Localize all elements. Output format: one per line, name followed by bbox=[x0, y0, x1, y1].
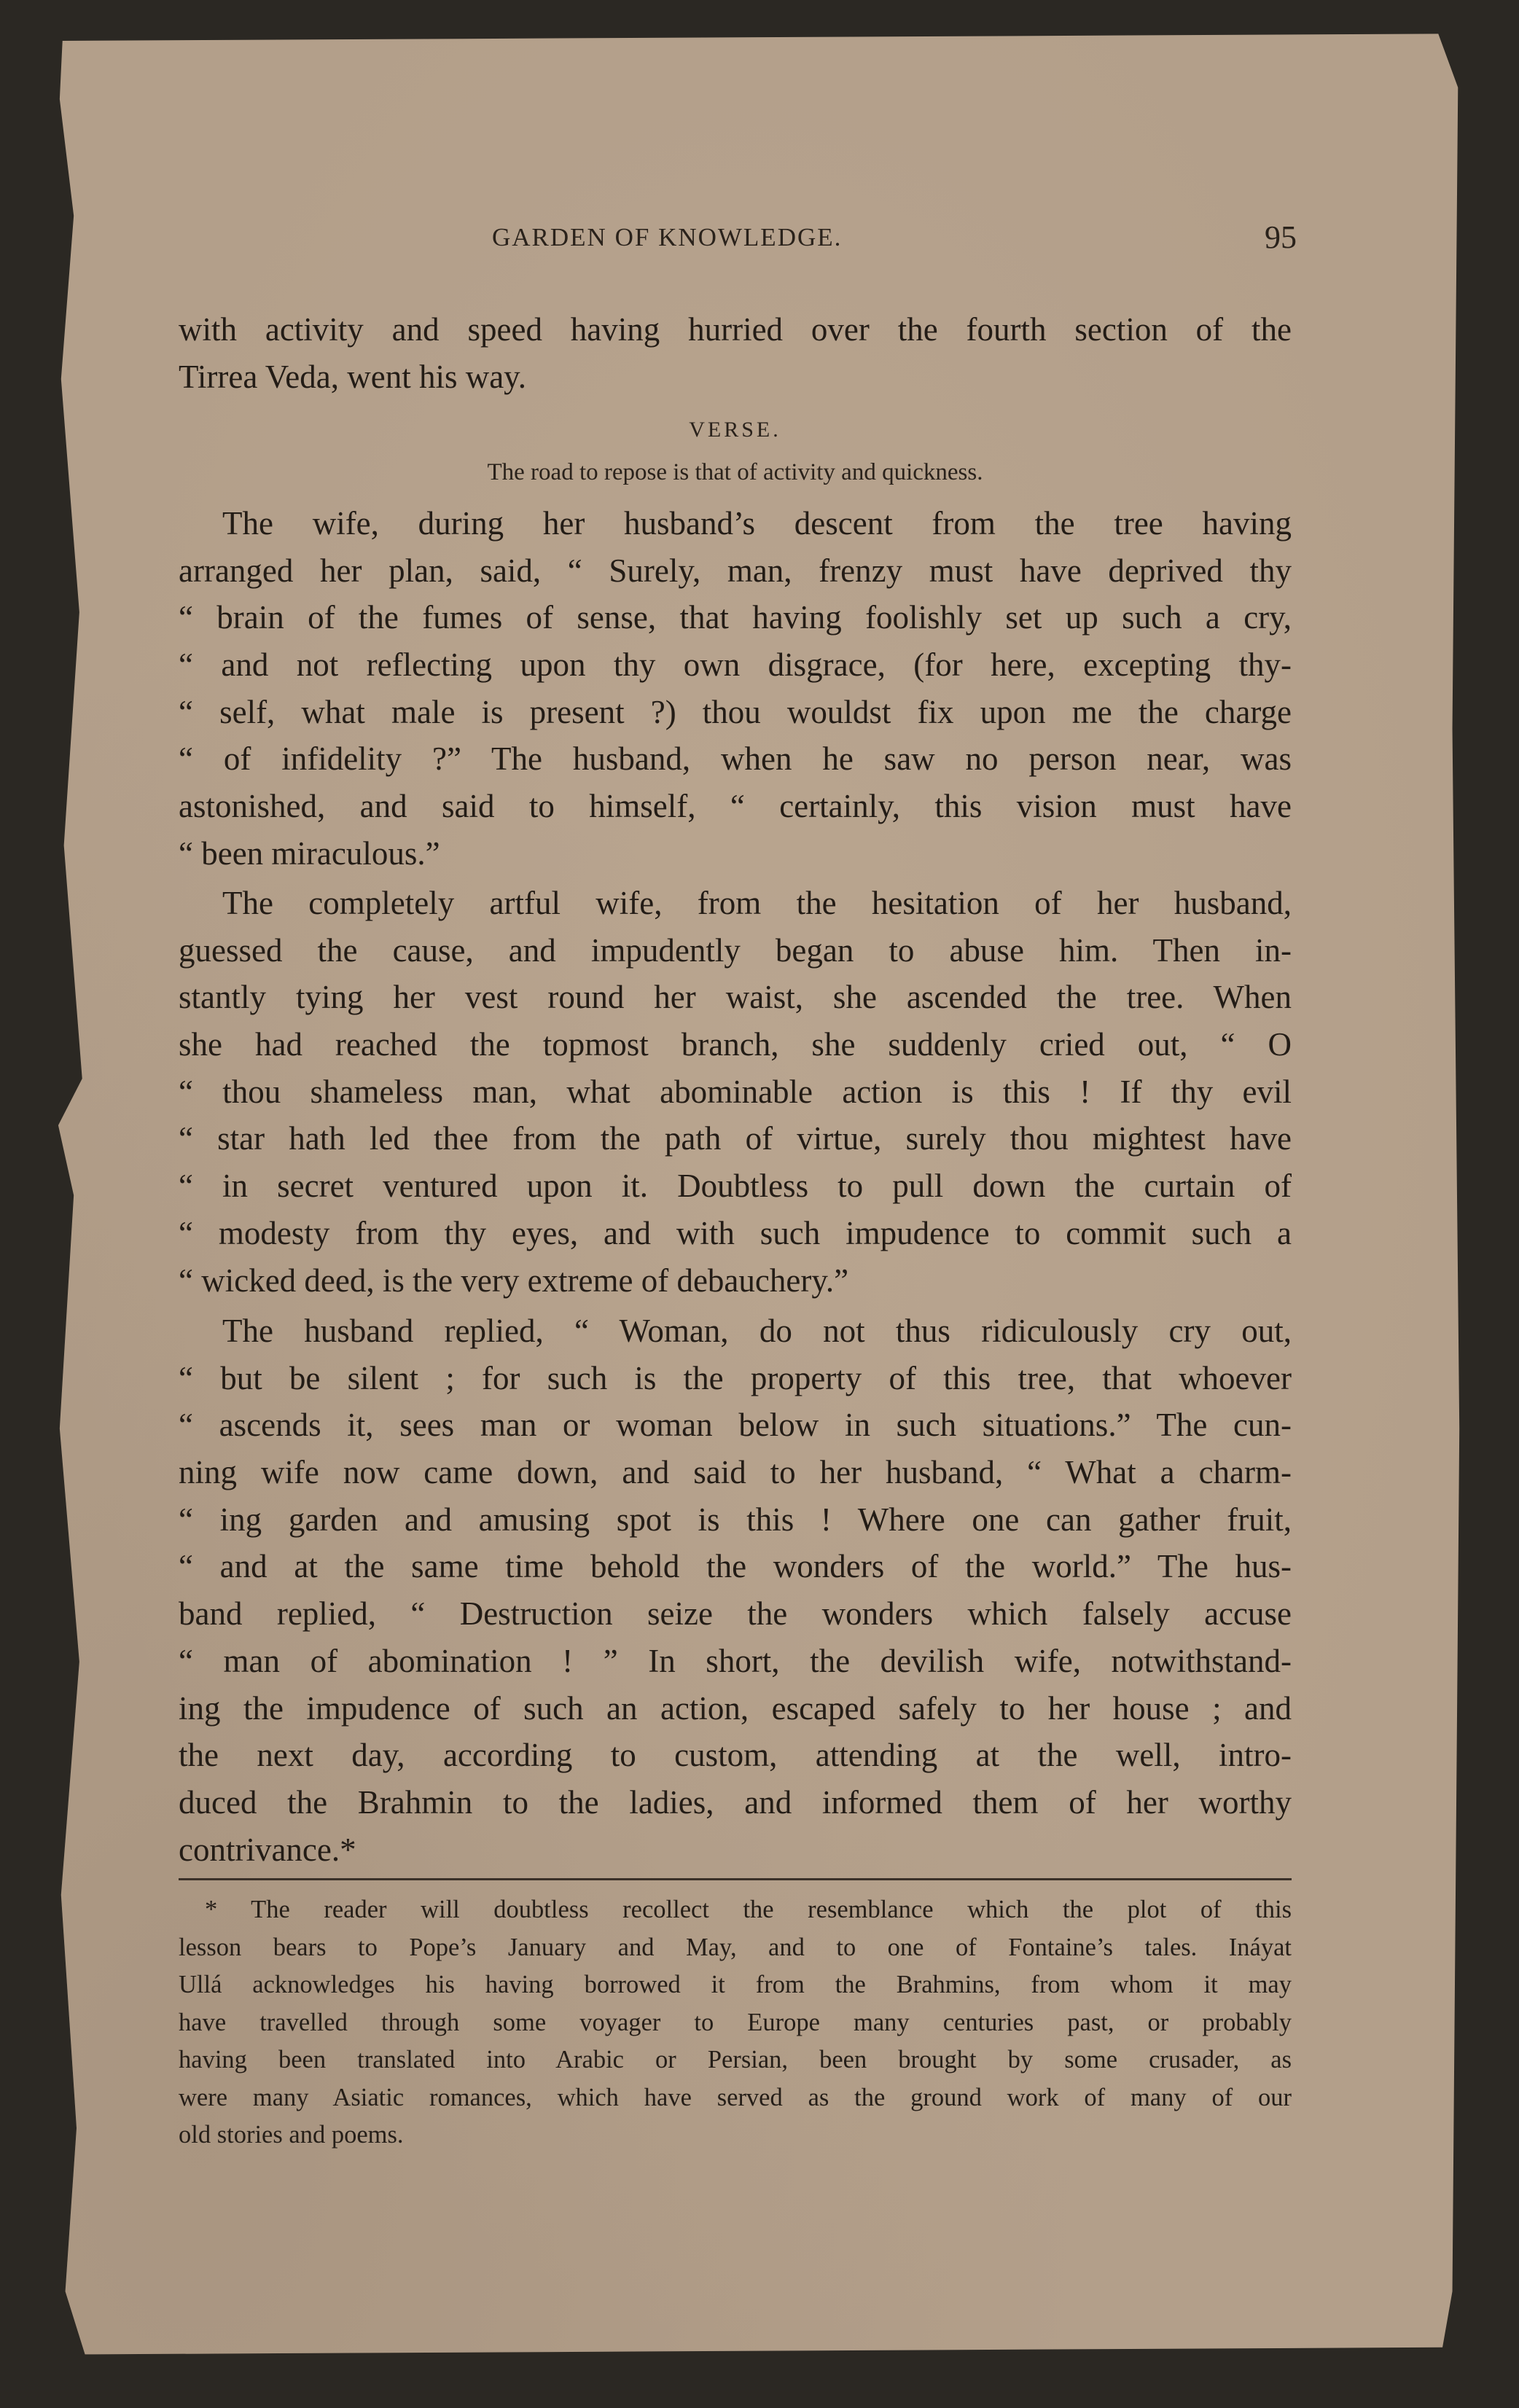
text-line: “ modesty from thy eyes, and with such impudence to commit such a bbox=[179, 1214, 1292, 1251]
verse-text: The road to repose is that of activity and quickness. bbox=[487, 459, 983, 485]
footnote-line: have travelled through some voyager to Europe many centuries past, or probably bbox=[179, 2008, 1292, 2036]
text-line: astonished, and said to himself, “ certainly, this vision must have bbox=[179, 788, 1292, 825]
verse-heading: VERSE. bbox=[689, 418, 781, 442]
text-line: ing the impudence of such an action, escaped safely to her house ; and bbox=[179, 1689, 1292, 1727]
text-line: Tirrea Veda, went his way. bbox=[179, 358, 527, 395]
text-line: arranged her plan, said, “ Surely, man, frenzy must have deprived thy bbox=[179, 552, 1292, 589]
text-line: “ self, what male is present ?) thou wouldst fix upon me the charge bbox=[179, 693, 1292, 730]
paragraph-husband-reply bbox=[179, 1307, 1292, 1873]
footnote-line: * The reader will doubtless recollect the resemblance which the plot of this bbox=[205, 1896, 1292, 1923]
page-header bbox=[179, 219, 1297, 262]
footnote-line: having been translated into Arabic or Persian, been brought by some crusader, as bbox=[179, 2046, 1292, 2073]
text-line: “ and at the same time behold the wonders of the world.” The hus- bbox=[179, 1548, 1292, 1585]
text-line: The completely artful wife, from the hesitation of her husband, bbox=[222, 885, 1292, 921]
text-line: “ wicked deed, is the very extreme of debauchery.” bbox=[179, 1262, 849, 1299]
text-line: “ brain of the fumes of sense, that having foolishly set up such a cry, bbox=[179, 599, 1292, 636]
text-line: band replied, “ Destruction seize the wonders which falsely accuse bbox=[179, 1595, 1292, 1633]
text-line: with activity and speed having hurried over the fourth section of the bbox=[179, 311, 1292, 348]
footnote-rule bbox=[179, 1878, 1292, 1880]
footnote bbox=[179, 1891, 1292, 2154]
text-line: “ ascends it, sees man or woman below in such situations.” The cun- bbox=[179, 1407, 1292, 1444]
text-line: she had reached the topmost branch, she suddenly cried out, “ O bbox=[179, 1026, 1292, 1063]
text-line: the next day, according to custom, attending at the well, intro- bbox=[179, 1737, 1292, 1774]
text-line: “ man of abomination ! ” In short, the devilish wife, notwithstand- bbox=[179, 1642, 1292, 1679]
text-line: ning wife now came down, and said to her husband, “ What a charm- bbox=[179, 1454, 1292, 1491]
body-text bbox=[179, 306, 1292, 400]
text-line: stantly tying her vest round her waist, she ascended the tree. When bbox=[179, 979, 1292, 1016]
text-line: “ been miraculous.” bbox=[179, 834, 440, 872]
text-line: “ thou shameless man, what abominable action is this ! If thy evil bbox=[179, 1073, 1292, 1110]
text-line: “ ing garden and amusing spot is this ! Where one can gather fruit, bbox=[179, 1501, 1292, 1538]
text-line: guessed the cause, and impudently began to abuse him. Then in- bbox=[179, 931, 1292, 969]
text-line: The husband replied, “ Woman, do not thus ridiculously cry out, bbox=[222, 1313, 1292, 1349]
footnote-line: were many Asiatic romances, which have served as the ground work of many of our bbox=[179, 2083, 1292, 2111]
text-line: duced the Brahmin to the ladies, and informed them of her worthy bbox=[179, 1783, 1292, 1821]
text-line: “ star hath led thee from the path of virtue, surely thou mightest have bbox=[179, 1120, 1292, 1157]
text-line: “ and not reflecting upon thy own disgrace, (for here, excepting thy- bbox=[179, 646, 1292, 684]
paragraph-wife-plan bbox=[179, 500, 1292, 877]
footnote-line: old stories and poems. bbox=[179, 2121, 404, 2149]
text-line: “ of infidelity ?” The husband, when he saw no person near, was bbox=[179, 740, 1292, 778]
paragraph-artful-wife bbox=[179, 880, 1292, 1304]
text-line: “ but be silent ; for such is the property of this tree, that whoever bbox=[179, 1359, 1292, 1396]
running-head: GARDEN OF KNOWLEDGE. bbox=[492, 223, 843, 251]
text-line: The wife, during her husband’s descent from the tree having bbox=[222, 505, 1292, 542]
footnote-line: Ullá acknowledges his having borrowed it from the Brahmins, from whom it may bbox=[179, 1971, 1292, 1998]
footnote-line: lesson bears to Pope’s January and May, and to one of Fontaine’s tales. Ináyat bbox=[179, 1933, 1292, 1961]
text-line: contrivance.* bbox=[179, 1831, 356, 1868]
text-line: “ in secret ventured upon it. Doubtless to pull down the curtain of bbox=[179, 1168, 1292, 1205]
page-number: 95 bbox=[1265, 219, 1297, 255]
